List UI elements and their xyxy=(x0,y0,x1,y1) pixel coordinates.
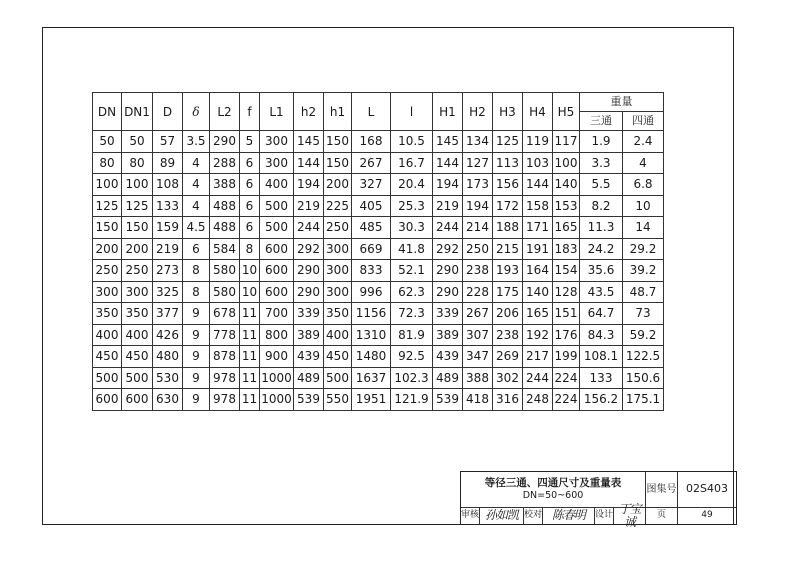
col-header-h4: H4 xyxy=(523,93,553,131)
table-cell: 183 xyxy=(553,238,580,260)
table-cell: 24.2 xyxy=(580,238,623,260)
table-cell: 244 xyxy=(523,367,553,389)
table-cell: 584 xyxy=(210,238,240,260)
table-cell: 20.4 xyxy=(391,174,433,196)
table-cell: 127 xyxy=(463,152,493,174)
table-cell: 377 xyxy=(153,303,183,325)
col-header-h1-lower: h1 xyxy=(324,93,352,131)
table-cell: 500 xyxy=(260,217,294,239)
table-cell: 8 xyxy=(240,238,260,260)
col-header-l2: L2 xyxy=(210,93,240,131)
table-cell: 11 xyxy=(240,324,260,346)
table-cell: 219 xyxy=(294,195,324,217)
table-cell: 6 xyxy=(240,195,260,217)
atlas-label: 图集号 xyxy=(646,472,678,508)
header-row xyxy=(93,93,664,112)
table-cell: 144 xyxy=(294,152,324,174)
table-cell: 307 xyxy=(463,324,493,346)
table-cell: 292 xyxy=(294,238,324,260)
table-cell: 219 xyxy=(153,238,183,260)
col-header-l-lower: l xyxy=(391,93,433,131)
review-label: 审核 xyxy=(461,508,480,524)
table-cell: 300 xyxy=(93,281,122,303)
table-cell: 244 xyxy=(294,217,324,239)
table-row xyxy=(93,281,664,303)
table-cell: 194 xyxy=(294,174,324,196)
table-cell: 30.3 xyxy=(391,217,433,239)
table-cell: 52.1 xyxy=(391,260,433,282)
table-cell: 450 xyxy=(93,346,122,368)
table-cell: 200 xyxy=(324,174,352,196)
table-cell: 6 xyxy=(240,217,260,239)
table-cell: 978 xyxy=(210,367,240,389)
table-cell: 9 xyxy=(183,324,210,346)
col-header-h1: H1 xyxy=(433,93,463,131)
table-cell: 154 xyxy=(553,260,580,282)
table-cell: 113 xyxy=(493,152,523,174)
table-cell: 290 xyxy=(294,281,324,303)
table-cell: 214 xyxy=(463,217,493,239)
table-cell: 172 xyxy=(493,195,523,217)
table-cell: 165 xyxy=(523,303,553,325)
table-cell: 630 xyxy=(153,389,183,411)
table-cell: 878 xyxy=(210,346,240,368)
table-cell: 1637 xyxy=(352,367,391,389)
col-header-dn1: DN1 xyxy=(122,93,153,131)
col-header-cross: 四通 xyxy=(623,112,664,131)
table-cell: 57 xyxy=(153,131,183,153)
col-header-f: f xyxy=(240,93,260,131)
table-cell: 151 xyxy=(553,303,580,325)
table-cell: 125 xyxy=(93,195,122,217)
table-cell: 62.3 xyxy=(391,281,433,303)
table-cell: 290 xyxy=(433,281,463,303)
table-row xyxy=(93,217,664,239)
col-header-h2-lower: h2 xyxy=(294,93,324,131)
col-header-l: L xyxy=(352,93,391,131)
table-cell: 103 xyxy=(523,152,553,174)
table-cell: 325 xyxy=(153,281,183,303)
table-cell: 48.7 xyxy=(623,281,664,303)
table-cell: 300 xyxy=(324,260,352,282)
table-cell: 158 xyxy=(523,195,553,217)
table-cell: 168 xyxy=(352,131,391,153)
table-cell: 6 xyxy=(240,174,260,196)
table-cell: 140 xyxy=(553,174,580,196)
table-cell: 165 xyxy=(553,217,580,239)
table-cell: 480 xyxy=(153,346,183,368)
table-cell: 144 xyxy=(523,174,553,196)
table-cell: 10 xyxy=(240,281,260,303)
table-cell: 302 xyxy=(493,367,523,389)
table-cell: 300 xyxy=(122,281,153,303)
table-cell: 580 xyxy=(210,281,240,303)
table-cell: 450 xyxy=(122,346,153,368)
table-cell: 228 xyxy=(463,281,493,303)
table-cell: 164 xyxy=(523,260,553,282)
table-cell: 171 xyxy=(523,217,553,239)
table-cell: 59.2 xyxy=(623,324,664,346)
table-cell: 238 xyxy=(463,260,493,282)
table-cell: 173 xyxy=(463,174,493,196)
table-cell: 72.3 xyxy=(391,303,433,325)
table-cell: 267 xyxy=(352,152,391,174)
table-cell: 4 xyxy=(183,195,210,217)
table-cell: 300 xyxy=(324,238,352,260)
table-cell: 224 xyxy=(553,367,580,389)
table-cell: 64.7 xyxy=(580,303,623,325)
table-cell: 996 xyxy=(352,281,391,303)
table-cell: 39.2 xyxy=(623,260,664,282)
table-cell: 9 xyxy=(183,389,210,411)
table-cell: 200 xyxy=(93,238,122,260)
drawing-subtitle: DN=50~600 xyxy=(522,490,584,502)
table-cell: 288 xyxy=(210,152,240,174)
table-cell: 292 xyxy=(433,238,463,260)
col-header-dn: DN xyxy=(93,93,122,131)
atlas-number: 02S403 xyxy=(678,472,736,508)
table-cell: 159 xyxy=(153,217,183,239)
table-cell: 250 xyxy=(122,260,153,282)
table-cell: 84.3 xyxy=(580,324,623,346)
table-row xyxy=(93,389,664,411)
table-cell: 1000 xyxy=(260,367,294,389)
table-cell: 6 xyxy=(183,238,210,260)
table-cell: 121.9 xyxy=(391,389,433,411)
page-number: 49 xyxy=(701,510,713,521)
table-cell: 450 xyxy=(324,346,352,368)
table-cell: 134 xyxy=(463,131,493,153)
table-cell: 300 xyxy=(260,152,294,174)
table-cell: 133 xyxy=(153,195,183,217)
table-cell: 81.9 xyxy=(391,324,433,346)
table-cell: 4.5 xyxy=(183,217,210,239)
table-cell: 290 xyxy=(433,260,463,282)
table-cell: 300 xyxy=(324,281,352,303)
table-cell: 5 xyxy=(240,131,260,153)
table-cell: 400 xyxy=(260,174,294,196)
col-header-h5: H5 xyxy=(553,93,580,131)
table-cell: 156.2 xyxy=(580,389,623,411)
table-cell: 6 xyxy=(240,152,260,174)
table-cell: 108.1 xyxy=(580,346,623,368)
table-cell: 488 xyxy=(210,195,240,217)
table-cell: 122.5 xyxy=(623,346,664,368)
table-cell: 225 xyxy=(324,195,352,217)
table-row xyxy=(93,174,664,196)
col-header-h2: H2 xyxy=(463,93,493,131)
table-cell: 150 xyxy=(324,131,352,153)
table-cell: 238 xyxy=(493,324,523,346)
table-cell: 11 xyxy=(240,389,260,411)
table-row xyxy=(93,324,664,346)
table-cell: 128 xyxy=(553,281,580,303)
table-cell: 489 xyxy=(294,367,324,389)
table-cell: 150.6 xyxy=(623,367,664,389)
table-cell: 119 xyxy=(523,131,553,153)
col-header-d: D xyxy=(153,93,183,131)
table-cell: 80 xyxy=(93,152,122,174)
table-cell: 350 xyxy=(324,303,352,325)
table-cell: 73 xyxy=(623,303,664,325)
table-cell: 25.3 xyxy=(391,195,433,217)
check-label: 校对 xyxy=(524,508,543,524)
review-signature: 孙如凯 xyxy=(480,508,524,524)
table-row xyxy=(93,238,664,260)
table-cell: 10 xyxy=(623,195,664,217)
table-cell: 600 xyxy=(260,260,294,282)
table-cell: 4 xyxy=(183,152,210,174)
table-cell: 156 xyxy=(493,174,523,196)
table-cell: 193 xyxy=(493,260,523,282)
table-cell: 600 xyxy=(122,389,153,411)
table-cell: 269 xyxy=(493,346,523,368)
table-cell: 9 xyxy=(183,346,210,368)
table-cell: 389 xyxy=(433,324,463,346)
table-cell: 10 xyxy=(240,260,260,282)
table-cell: 678 xyxy=(210,303,240,325)
table-cell: 250 xyxy=(93,260,122,282)
table-cell: 140 xyxy=(523,281,553,303)
design-signature: 丁宝诚 xyxy=(614,508,646,524)
table-cell: 273 xyxy=(153,260,183,282)
table-cell: 600 xyxy=(260,238,294,260)
table-cell: 9 xyxy=(183,303,210,325)
col-header-h3: H3 xyxy=(493,93,523,131)
table-cell: 217 xyxy=(523,346,553,368)
table-cell: 192 xyxy=(523,324,553,346)
table-cell: 8.2 xyxy=(580,195,623,217)
table-cell: 426 xyxy=(153,324,183,346)
table-cell: 194 xyxy=(463,195,493,217)
table-cell: 6.8 xyxy=(623,174,664,196)
table-cell: 350 xyxy=(93,303,122,325)
table-cell: 1951 xyxy=(352,389,391,411)
table-cell: 339 xyxy=(294,303,324,325)
table-cell: 150 xyxy=(324,152,352,174)
table-cell: 144 xyxy=(433,152,463,174)
table-cell: 248 xyxy=(523,389,553,411)
table-cell: 219 xyxy=(433,195,463,217)
table-cell: 316 xyxy=(493,389,523,411)
table-cell: 125 xyxy=(122,195,153,217)
table-row xyxy=(93,303,664,325)
table-cell: 539 xyxy=(433,389,463,411)
table-cell: 244 xyxy=(433,217,463,239)
table-cell: 290 xyxy=(210,131,240,153)
table-cell: 400 xyxy=(93,324,122,346)
table-cell: 485 xyxy=(352,217,391,239)
table-cell: 100 xyxy=(553,152,580,174)
drawing-title: 等径三通、四通尺寸及重量表 xyxy=(484,476,622,489)
col-header-weight: 重量 xyxy=(580,93,664,112)
check-signature: 陈春明 xyxy=(543,508,595,524)
table-cell: 405 xyxy=(352,195,391,217)
col-header-tee: 三通 xyxy=(580,112,623,131)
table-cell: 488 xyxy=(210,217,240,239)
table-cell: 530 xyxy=(153,367,183,389)
table-cell: 1480 xyxy=(352,346,391,368)
page-label: 页 xyxy=(646,508,678,524)
table-cell: 11.3 xyxy=(580,217,623,239)
table-cell: 102.3 xyxy=(391,367,433,389)
table-cell: 100 xyxy=(122,174,153,196)
table-cell: 580 xyxy=(210,260,240,282)
table-cell: 389 xyxy=(294,324,324,346)
table-cell: 5.5 xyxy=(580,174,623,196)
table-cell: 3.5 xyxy=(183,131,210,153)
table-cell: 153 xyxy=(553,195,580,217)
table-cell: 900 xyxy=(260,346,294,368)
table-cell: 191 xyxy=(523,238,553,260)
table-cell: 3.3 xyxy=(580,152,623,174)
table-cell: 8 xyxy=(183,260,210,282)
table-cell: 250 xyxy=(463,238,493,260)
table-cell: 175 xyxy=(493,281,523,303)
table-cell: 150 xyxy=(93,217,122,239)
table-cell: 1310 xyxy=(352,324,391,346)
table-cell: 800 xyxy=(260,324,294,346)
table-cell: 117 xyxy=(553,131,580,153)
table-cell: 14 xyxy=(623,217,664,239)
table-cell: 175.1 xyxy=(623,389,664,411)
table-cell: 1000 xyxy=(260,389,294,411)
table-cell: 778 xyxy=(210,324,240,346)
table-cell: 9 xyxy=(183,367,210,389)
table-cell: 1.9 xyxy=(580,131,623,153)
table-cell: 188 xyxy=(493,217,523,239)
table-cell: 194 xyxy=(433,174,463,196)
table-cell: 224 xyxy=(553,389,580,411)
table-cell: 145 xyxy=(433,131,463,153)
table-cell: 200 xyxy=(122,238,153,260)
table-cell: 250 xyxy=(324,217,352,239)
table-cell: 600 xyxy=(260,281,294,303)
table-cell: 11 xyxy=(240,346,260,368)
table-cell: 206 xyxy=(493,303,523,325)
table-cell: 92.5 xyxy=(391,346,433,368)
table-cell: 388 xyxy=(210,174,240,196)
table-row xyxy=(93,195,664,217)
table-cell: 29.2 xyxy=(623,238,664,260)
table-cell: 550 xyxy=(324,389,352,411)
table-cell: 347 xyxy=(463,346,493,368)
table-cell: 50 xyxy=(122,131,153,153)
table-cell: 833 xyxy=(352,260,391,282)
table-cell: 400 xyxy=(122,324,153,346)
table-cell: 100 xyxy=(93,174,122,196)
table-cell: 16.7 xyxy=(391,152,433,174)
table-cell: 1156 xyxy=(352,303,391,325)
table-cell: 388 xyxy=(463,367,493,389)
table-row xyxy=(93,260,664,282)
table-cell: 125 xyxy=(493,131,523,153)
table-cell: 108 xyxy=(153,174,183,196)
table-cell: 50 xyxy=(93,131,122,153)
table-cell: 11 xyxy=(240,367,260,389)
table-cell: 176 xyxy=(553,324,580,346)
table-cell: 8 xyxy=(183,281,210,303)
table-row xyxy=(93,367,664,389)
design-label: 设计 xyxy=(595,508,614,524)
table-cell: 4 xyxy=(183,174,210,196)
col-header-delta: δ xyxy=(183,93,210,131)
table-cell: 418 xyxy=(463,389,493,411)
table-cell: 35.6 xyxy=(580,260,623,282)
table-cell: 80 xyxy=(122,152,153,174)
table-cell: 600 xyxy=(93,389,122,411)
table-cell: 350 xyxy=(122,303,153,325)
table-cell: 500 xyxy=(122,367,153,389)
table-row xyxy=(93,152,664,174)
table-cell: 133 xyxy=(580,367,623,389)
table-cell: 489 xyxy=(433,367,463,389)
table-cell: 11 xyxy=(240,303,260,325)
table-cell: 439 xyxy=(294,346,324,368)
title-block xyxy=(460,471,737,529)
table-cell: 700 xyxy=(260,303,294,325)
table-cell: 290 xyxy=(294,260,324,282)
table-cell: 150 xyxy=(122,217,153,239)
table-cell: 4 xyxy=(623,152,664,174)
table-cell: 267 xyxy=(463,303,493,325)
table-cell: 500 xyxy=(93,367,122,389)
table-cell: 300 xyxy=(260,131,294,153)
table-cell: 439 xyxy=(433,346,463,368)
table-cell: 2.4 xyxy=(623,131,664,153)
table-cell: 10.5 xyxy=(391,131,433,153)
table-cell: 89 xyxy=(153,152,183,174)
table-cell: 43.5 xyxy=(580,281,623,303)
table-cell: 199 xyxy=(553,346,580,368)
dimension-weight-table xyxy=(92,92,664,411)
table-cell: 400 xyxy=(324,324,352,346)
table-row xyxy=(93,131,664,153)
table-cell: 215 xyxy=(493,238,523,260)
table-cell: 145 xyxy=(294,131,324,153)
table-cell: 539 xyxy=(294,389,324,411)
col-header-l1: L1 xyxy=(260,93,294,131)
table-cell: 327 xyxy=(352,174,391,196)
table-cell: 500 xyxy=(260,195,294,217)
table-cell: 669 xyxy=(352,238,391,260)
table-cell: 41.8 xyxy=(391,238,433,260)
table-cell: 500 xyxy=(324,367,352,389)
table-row xyxy=(93,346,664,368)
table-cell: 978 xyxy=(210,389,240,411)
table-cell: 339 xyxy=(433,303,463,325)
